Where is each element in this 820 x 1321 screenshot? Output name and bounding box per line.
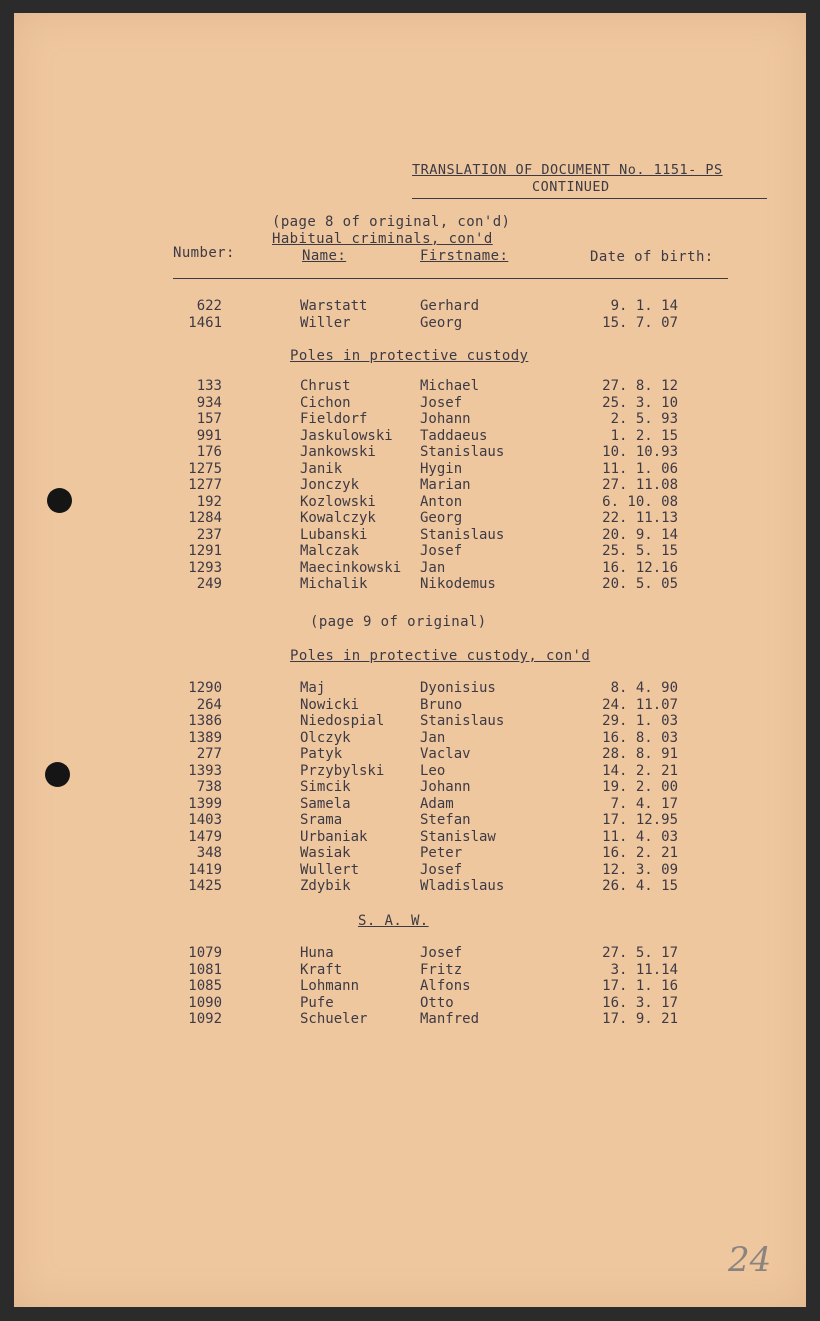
record-name: Maj <box>300 680 326 696</box>
record-name: Urbaniak <box>300 828 368 845</box>
record-firstname: Bruno <box>420 696 463 713</box>
record-firstname: Josef <box>420 945 463 961</box>
punch-hole <box>45 762 70 787</box>
record-name: Kraft <box>300 961 343 978</box>
record-firstname: Marian <box>420 477 471 493</box>
record-name: Kowalczyk <box>300 510 376 526</box>
record-number: 1399 <box>188 795 222 812</box>
record-dob: 14. 2. 21 <box>602 762 678 779</box>
record-firstname: Michael <box>420 378 480 394</box>
record-dob: 9. 1. 14 <box>610 298 678 314</box>
record-number: 1085 <box>188 978 222 994</box>
record-name: Nowicki <box>300 696 360 713</box>
record-name: Olczyk <box>300 729 351 746</box>
record-firstname: Stefan <box>420 812 471 828</box>
record-dob: 17. 9. 21 <box>602 1011 678 1027</box>
record-number: 1461 <box>188 314 222 331</box>
record-dob: 17. 12.95 <box>602 812 678 828</box>
record-firstname: Hygin <box>420 460 463 477</box>
record-number: 237 <box>196 526 222 543</box>
record-dob: 25. 3. 10 <box>602 394 678 411</box>
record-dob: 25. 5. 15 <box>602 543 678 559</box>
record-name: Fieldorf <box>300 411 368 427</box>
record-number: 1293 <box>188 559 222 576</box>
record-name: Niedospial <box>300 713 385 729</box>
record-name: Warstatt <box>300 298 368 314</box>
record-dob: 29. 1. 03 <box>602 713 678 729</box>
record-dob: 20. 9. 14 <box>602 526 678 543</box>
record-dob: 7. 4. 17 <box>610 795 678 812</box>
record-dob: 3. 11.14 <box>610 961 678 978</box>
record-number: 264 <box>196 696 222 713</box>
record-name: Patyk <box>300 746 343 762</box>
record-firstname: Stanislaus <box>420 713 505 729</box>
section-title-poles-protective-custody-cond: Poles in protective custody, con'd <box>290 648 591 664</box>
record-dob: 11. 4. 03 <box>602 828 678 845</box>
record-number: 622 <box>196 298 222 314</box>
record-firstname: Georg <box>420 510 463 526</box>
record-firstname: Peter <box>420 845 463 861</box>
record-dob: 27. 8. 12 <box>602 378 678 394</box>
record-firstname: Vaclav <box>420 746 471 762</box>
record-name: Huna <box>300 945 334 961</box>
record-firstname: Johann <box>420 779 471 795</box>
record-firstname: Stanislaw <box>420 828 496 845</box>
record-name: Michalik <box>300 576 368 592</box>
record-firstname: Dyonisius <box>420 680 496 696</box>
record-firstname: Fritz <box>420 961 463 978</box>
record-firstname: Wladislaus <box>420 878 505 894</box>
record-number: 1275 <box>188 460 222 477</box>
record-firstname: Georg <box>420 314 463 331</box>
record-dob: 12. 3. 09 <box>602 861 678 878</box>
record-number: 176 <box>196 444 222 460</box>
record-firstname: Stanislaus <box>420 444 505 460</box>
record-number: 192 <box>196 493 222 510</box>
record-name: Lohmann <box>300 978 360 994</box>
record-dob: 26. 4. 15 <box>602 878 678 894</box>
record-number: 738 <box>196 779 222 795</box>
record-name: Janik <box>300 460 343 477</box>
header-rule <box>173 278 728 279</box>
record-number: 991 <box>196 427 222 444</box>
record-number: 1090 <box>188 994 222 1011</box>
record-dob: 2. 5. 93 <box>610 411 678 427</box>
record-number: 1386 <box>188 713 222 729</box>
record-name: Simcik <box>300 779 351 795</box>
column-header-firstname: Firstname: <box>420 248 509 264</box>
record-firstname: Anton <box>420 493 463 510</box>
record-dob: 22. 11.13 <box>602 510 678 526</box>
section-title-habitual-criminals: Habitual criminals, con'd <box>272 231 493 247</box>
record-dob: 17. 1. 16 <box>602 978 678 994</box>
record-name: Wullert <box>300 861 360 878</box>
record-dob: 6. 10. 08 <box>602 493 678 510</box>
record-name: Jankowski <box>300 444 376 460</box>
record-firstname: Alfons <box>420 978 471 994</box>
record-dob: 16. 12.16 <box>602 559 678 576</box>
record-firstname: Adam <box>420 795 454 812</box>
record-number: 1389 <box>188 729 222 746</box>
column-header-dob: Date of birth: <box>590 249 714 265</box>
record-firstname: Gerhard <box>420 298 480 314</box>
record-name: Lubanski <box>300 526 368 543</box>
record-dob: 16. 2. 21 <box>602 845 678 861</box>
record-number: 1081 <box>188 961 222 978</box>
title-rule <box>412 198 767 199</box>
record-dob: 28. 8. 91 <box>602 746 678 762</box>
record-dob: 8. 4. 90 <box>610 680 678 696</box>
record-name: Srama <box>300 812 343 828</box>
record-number: 249 <box>196 576 222 592</box>
column-header-name: Name: <box>302 248 347 264</box>
record-name: Willer <box>300 314 351 331</box>
record-number: 1290 <box>188 680 222 696</box>
record-firstname: Josef <box>420 543 463 559</box>
record-name: Zdybik <box>300 878 351 894</box>
record-number: 934 <box>196 394 222 411</box>
record-dob: 1. 2. 15 <box>610 427 678 444</box>
record-firstname: Johann <box>420 411 471 427</box>
record-number: 1393 <box>188 762 222 779</box>
record-name: Jaskulowski <box>300 427 393 444</box>
record-dob: 16. 3. 17 <box>602 994 678 1011</box>
record-number: 1092 <box>188 1011 222 1027</box>
record-name: Maecinkowski <box>300 559 402 576</box>
record-name: Jonczyk <box>300 477 360 493</box>
record-number: 133 <box>196 378 222 394</box>
record-number: 157 <box>196 411 222 427</box>
record-number: 1291 <box>188 543 222 559</box>
record-firstname: Manfred <box>420 1011 480 1027</box>
record-number: 348 <box>196 845 222 861</box>
record-dob: 27. 11.08 <box>602 477 678 493</box>
record-number: 1419 <box>188 861 222 878</box>
record-name: Malczak <box>300 543 360 559</box>
handwritten-page-number: 24 <box>728 1240 772 1280</box>
record-dob: 16. 8. 03 <box>602 729 678 746</box>
record-name: Kozlowski <box>300 493 376 510</box>
section-title-poles-protective-custody: Poles in protective custody <box>290 348 529 364</box>
record-name: Chrust <box>300 378 351 394</box>
page-reference-8: (page 8 of original, con'd) <box>272 214 511 230</box>
record-name: Schueler <box>300 1011 368 1027</box>
record-number: 1284 <box>188 510 222 526</box>
page-reference-9: (page 9 of original) <box>310 614 487 630</box>
record-name: Samela <box>300 795 351 812</box>
record-dob: 11. 1. 06 <box>602 460 678 477</box>
record-firstname: Leo <box>420 762 446 779</box>
record-number: 1079 <box>188 945 222 961</box>
record-firstname: Stanislaus <box>420 526 505 543</box>
record-number: 1403 <box>188 812 222 828</box>
record-dob: 15. 7. 07 <box>602 314 678 331</box>
record-firstname: Jan <box>420 729 446 746</box>
record-dob: 24. 11.07 <box>602 696 678 713</box>
record-firstname: Otto <box>420 994 454 1011</box>
punch-hole <box>47 488 72 513</box>
record-firstname: Jan <box>420 559 446 576</box>
record-firstname: Josef <box>420 861 463 878</box>
record-name: Pufe <box>300 994 334 1011</box>
record-dob: 10. 10.93 <box>602 444 678 460</box>
title-line-2: CONTINUED <box>532 179 610 195</box>
record-dob: 19. 2. 00 <box>602 779 678 795</box>
record-name: Cichon <box>300 394 351 411</box>
record-number: 1277 <box>188 477 222 493</box>
record-number: 277 <box>196 746 222 762</box>
column-header-number: Number: <box>173 245 235 261</box>
record-firstname: Josef <box>420 394 463 411</box>
section-title-saw: S. A. W. <box>358 913 429 929</box>
document-title <box>412 162 770 196</box>
title-line-1: TRANSLATION OF DOCUMENT No. 1151- PS <box>412 162 723 178</box>
record-dob: 27. 5. 17 <box>602 945 678 961</box>
record-number: 1479 <box>188 828 222 845</box>
record-number: 1425 <box>188 878 222 894</box>
record-firstname: Nikodemus <box>420 576 496 592</box>
record-name: Wasiak <box>300 845 351 861</box>
record-firstname: Taddaeus <box>420 427 488 444</box>
record-dob: 20. 5. 05 <box>602 576 678 592</box>
record-name: Przybylski <box>300 762 385 779</box>
